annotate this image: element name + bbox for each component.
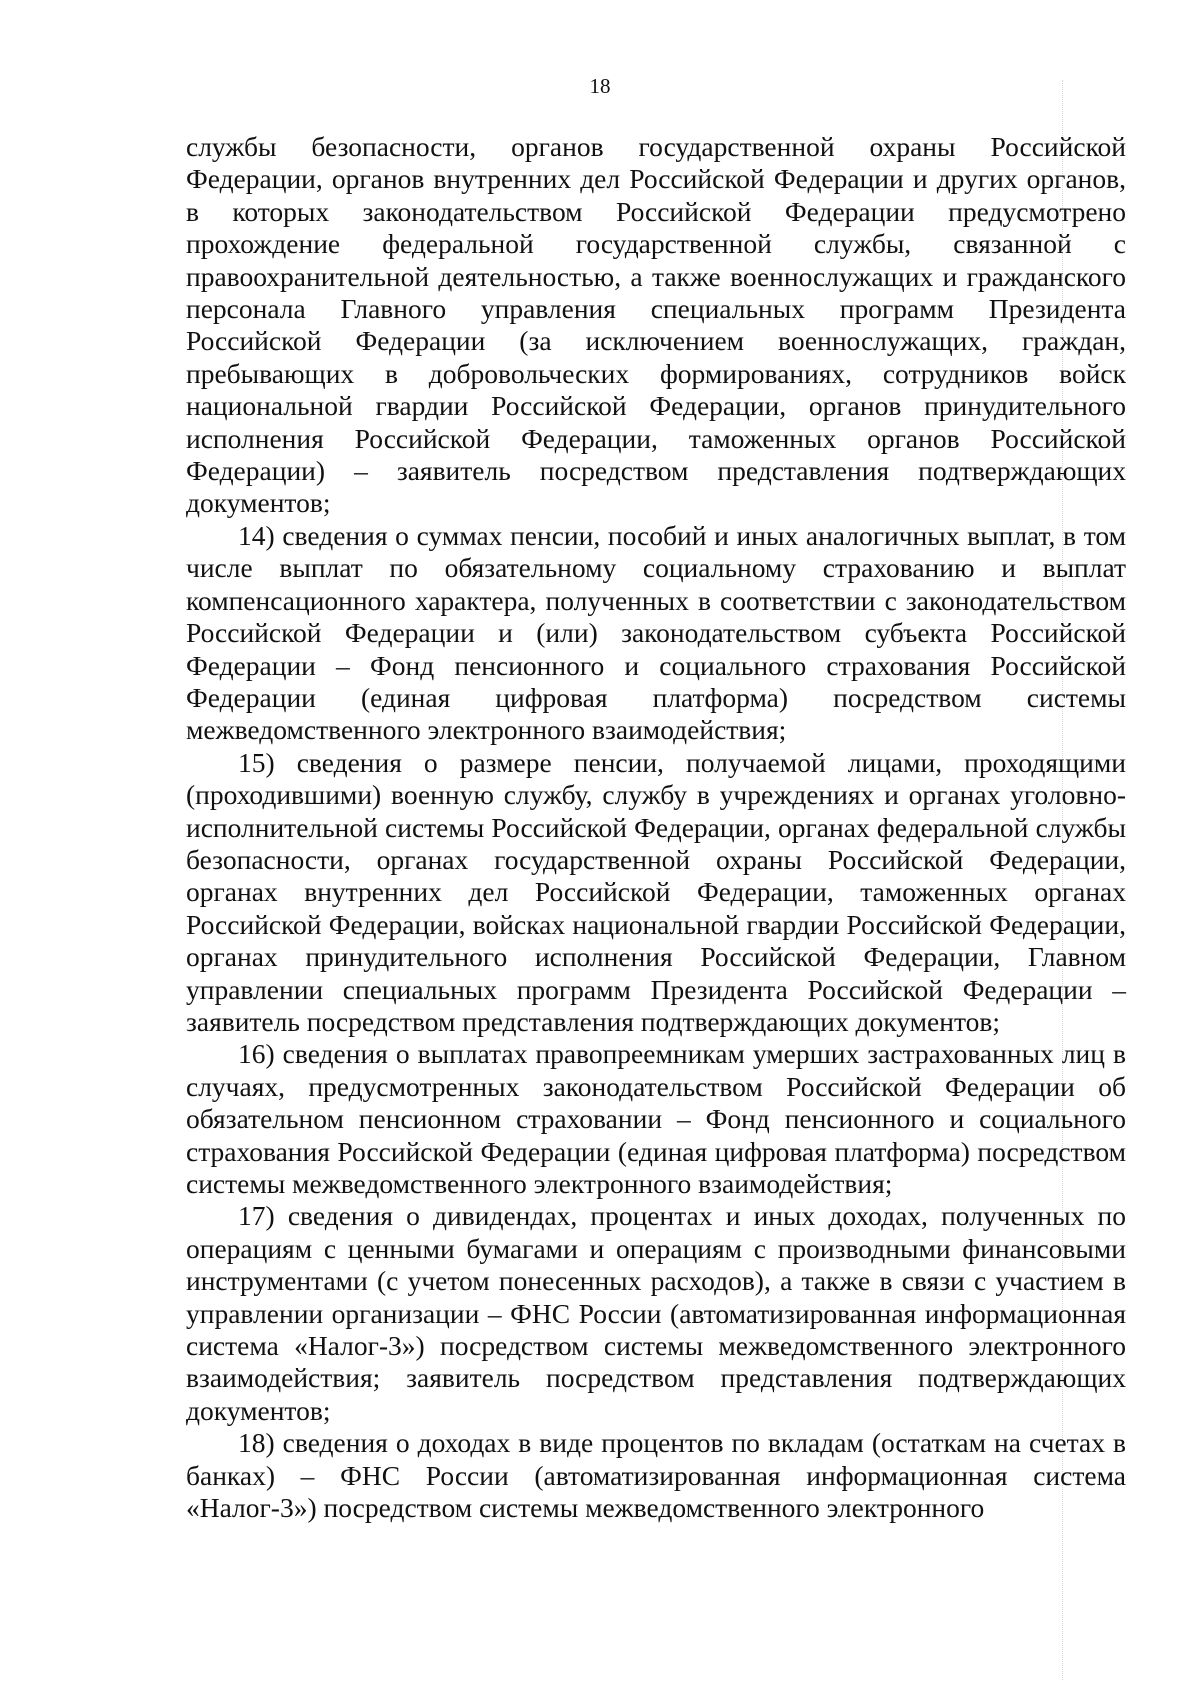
page-number: 18 [589,74,611,98]
list-item-18: 18) сведения о доходах в виде процентов по вкладам (остаткам на счетах в банках) – ФНС России (автоматизированная информационная система «Налог-3») посредством системы межведомственного электронного [186,1427,1126,1524]
list-item-17: 17) сведения о дивидендах, процентах и иных доходах, полученных по операциям с ценными бумагами и операциям с производными финансовыми инструментами (с учетом понесенных расходов), а также в связи с участием в управлении организации – ФНС России (автоматизированная информационная система «Налог-3») посредством системы межведомственного электронного взаимодействия; заявитель посредством представления подтверждающих документов; [186,1200,1126,1426]
document-body [186,131,1126,1524]
list-item-14: 14) сведения о суммах пенсии, пособий и иных аналогичных выплат, в том числе выплат по обязательному социальному страхованию и выплат компенсационного характера, полученных в соответствии с законодательством Российской Федерации и (или) законодательством субъекта Российской Федерации – Фонд пенсионного и социального страхования Российской Федерации (единая цифровая платформа) посредством системы межведомственного электронного взаимодействия; [186,519,1126,746]
paragraph-continuation: службы безопасности, органов государственной охраны Российской Федерации, органов внутренних дел Российской Федерации и других органов, в которых законодательством Российской Федерации предусмотрено прохождение федеральной государственной службы, связанной с правоохранительной деятельностью, а также военнослужащих и гражданского персонала Главного управления специальных программ Президента Российской Федерации (за исключением военнослужащих, граждан, пребывающих в добровольческих формированиях, сотрудников войск национальной гвардии Российской Федерации, органов принудительного исполнения Российской Федерации, таможенных органов Российской Федерации) – заявитель посредством представления подтверждающих документов; [186,131,1126,519]
list-item-16: 16) сведения о выплатах правопреемникам умерших застрахованных лиц в случаях, предусмотренных законодательством Российской Федерации об обязательном пенсионном страховании – Фонд пенсионного и социального страхования Российской Федерации (единая цифровая платформа) посредством системы межведомственного электронного взаимодействия; [186,1038,1126,1199]
list-item-15: 15) сведения о размере пенсии, получаемой лицами, проходящими (проходившими) военную службу, службу в учреждениях и органах уголовно-исполнительной системы Российской Федерации, органах федеральной службы безопасности, органах государственной охраны Российской Федерации, органах внутренних дел Российской Федерации, таможенных органах Российской Федерации, войсках национальной гвардии Российской Федерации, органах принудительного исполнения Российской Федерации, Главном управлении специальных программ Президента Российской Федерации – заявитель посредством представления подтверждающих документов; [186,746,1126,1037]
